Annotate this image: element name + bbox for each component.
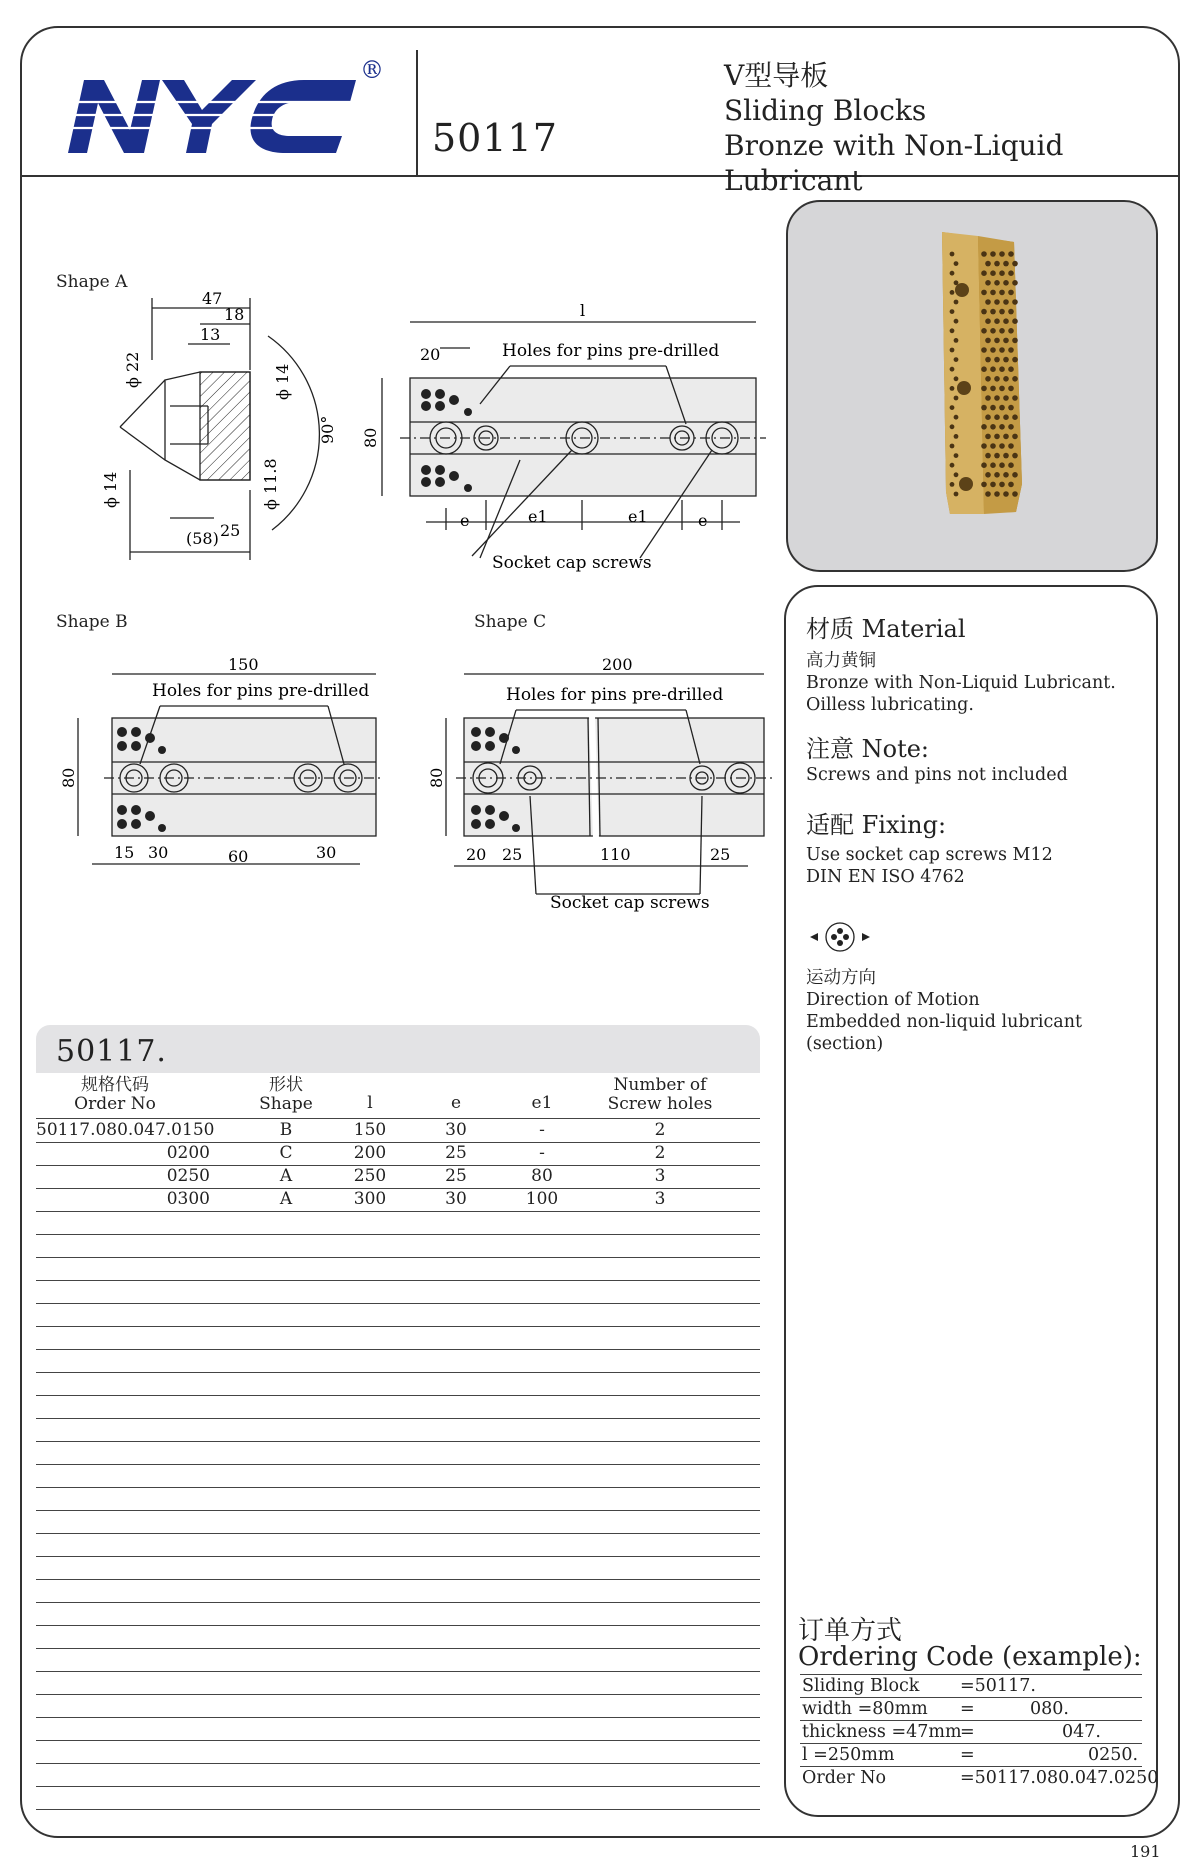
dim-15: 15 xyxy=(114,843,135,862)
lubricant-plug xyxy=(954,415,959,420)
lubricant-plug xyxy=(954,338,959,343)
lubricant-plug xyxy=(999,462,1005,468)
lubricant-plug xyxy=(999,482,1005,488)
cell-l: 200 xyxy=(353,1143,387,1163)
table-rule xyxy=(36,1740,760,1741)
lubricant-plug xyxy=(950,386,955,391)
header-shape-en: Shape xyxy=(259,1094,313,1114)
lubricant-plug xyxy=(990,366,996,372)
note-heading: 注意 Note: xyxy=(806,735,930,763)
lubricant-plug xyxy=(1008,309,1014,315)
lubricant-plug xyxy=(954,300,959,305)
dim-18: 18 xyxy=(224,305,245,324)
ordering-value: 080. xyxy=(1030,1699,1069,1719)
dim-25-left: 25 xyxy=(502,845,523,864)
dim-80-c: 80 xyxy=(427,767,446,788)
ordering-rule xyxy=(800,1720,1142,1721)
lubricant-plug xyxy=(1003,491,1009,497)
cell-holes: 2 xyxy=(654,1120,666,1140)
lubricant-plug xyxy=(985,299,991,305)
lubricant-plug xyxy=(1012,357,1018,363)
screws-label-a: Socket cap screws xyxy=(492,553,652,573)
header-order-no xyxy=(60,1076,170,1114)
lubricant-plug xyxy=(994,338,1000,344)
header-holes-2: Screw holes xyxy=(607,1094,713,1114)
table-rule xyxy=(36,1510,760,1511)
fixing-heading: 适配 Fixing: xyxy=(806,811,947,839)
ordering-label: thickness =47mm xyxy=(802,1722,962,1742)
lubricant-plug xyxy=(990,309,996,315)
lubricant-plug xyxy=(1003,472,1009,478)
table-title: 50117. xyxy=(56,1034,167,1069)
lubricant-plug xyxy=(999,309,1005,315)
lubricant-plug xyxy=(981,366,987,372)
cell-e: 25 xyxy=(445,1166,467,1186)
lubricant-plug xyxy=(994,414,1000,420)
cell-l: 150 xyxy=(353,1120,387,1140)
lubricant-plug xyxy=(1003,280,1009,286)
lubricant-plug xyxy=(1008,328,1014,334)
lubricant-plug xyxy=(1008,405,1014,411)
lubricant-plug xyxy=(950,444,955,449)
lubricant-plug xyxy=(990,386,996,392)
lubricant-plug xyxy=(1008,251,1014,257)
cell-order: 0200 xyxy=(166,1143,210,1163)
lubricant-plug xyxy=(994,472,1000,478)
dim-e-right: e xyxy=(698,511,708,530)
cell-e: 30 xyxy=(445,1189,467,1209)
lubricant-plug xyxy=(1012,395,1018,401)
ordering-label: Order No xyxy=(802,1768,887,1788)
header-order-cn: 规格代码 xyxy=(81,1075,149,1095)
lubricant-plug xyxy=(985,395,991,401)
table-rule xyxy=(36,1372,760,1373)
lubricant-plug xyxy=(1012,338,1018,344)
lubricant-plug xyxy=(985,318,991,324)
ordering-eq: =50117.080.047.0250 xyxy=(960,1768,1159,1788)
dim-angle: 90° xyxy=(318,415,337,444)
motion-direction-icon xyxy=(806,917,876,957)
table-rule xyxy=(36,1763,760,1764)
cell-e1: 80 xyxy=(531,1166,553,1186)
lubricant-plug xyxy=(981,482,987,488)
dim-80-b: 80 xyxy=(59,767,78,788)
dim-e1-right: e1 xyxy=(628,507,648,526)
lubricant-plug xyxy=(985,434,991,440)
note-text: Screws and pins not included xyxy=(806,765,1068,785)
lubricant-plug xyxy=(990,424,996,430)
ordering-label: width =80mm xyxy=(802,1699,928,1719)
table-rule xyxy=(36,1809,760,1810)
lubricant-plug xyxy=(994,299,1000,305)
holes-label-b: Holes for pins pre-drilled xyxy=(152,681,370,701)
dim-l: l xyxy=(580,301,586,320)
shape-c-label: Shape C xyxy=(474,612,547,632)
lubricant-plug xyxy=(954,492,959,497)
dim-200: 200 xyxy=(602,655,633,674)
material-heading: 材质 Material xyxy=(806,615,966,643)
lubricant-plug xyxy=(981,424,987,430)
lubricant-plug xyxy=(981,328,987,334)
cell-l: 300 xyxy=(353,1189,387,1209)
dim-phi11-8: ϕ 11.8 xyxy=(261,458,280,510)
lubricant-plug xyxy=(994,261,1000,267)
motion-cn: 运动方向 xyxy=(806,968,876,988)
lubricant-plug xyxy=(999,251,1005,257)
shape-b-front-view xyxy=(60,650,390,880)
lubricant-plug xyxy=(994,357,1000,363)
lubricant-plug xyxy=(999,405,1005,411)
lubricant-plug xyxy=(1003,338,1009,344)
lubricant-plug xyxy=(1003,414,1009,420)
lubricant-plug xyxy=(981,270,987,276)
table-rule xyxy=(36,1418,760,1419)
lubricant-plug xyxy=(985,338,991,344)
lubricant-plug xyxy=(1003,453,1009,459)
registered-mark: ® xyxy=(360,56,384,84)
lubricant-plug xyxy=(954,261,959,266)
cell-e1: 100 xyxy=(525,1189,559,1209)
header-e1: e1 xyxy=(531,1093,553,1113)
lubricant-plug xyxy=(954,472,959,477)
cell-l: 250 xyxy=(353,1166,387,1186)
shape-a-label: Shape A xyxy=(56,272,128,292)
cell-e1: - xyxy=(539,1143,545,1163)
lubricant-plug xyxy=(981,290,987,296)
lubricant-plug xyxy=(999,328,1005,334)
table-rule xyxy=(36,1303,760,1304)
table-rule xyxy=(36,1671,760,1672)
ordering-rule xyxy=(800,1697,1142,1698)
cell-e: 30 xyxy=(445,1120,467,1140)
lubricant-plug xyxy=(999,290,1005,296)
lubricant-plug xyxy=(981,462,987,468)
header-shape xyxy=(250,1076,322,1114)
table-rule xyxy=(36,1326,760,1327)
lubricant-plug xyxy=(1003,357,1009,363)
lubricant-text-1: Embedded non-liquid lubricant xyxy=(806,1012,1083,1032)
lubricant-plug xyxy=(985,491,991,497)
cell-shape: A xyxy=(279,1166,293,1186)
header-screw-holes xyxy=(600,1076,720,1114)
dim-60: 60 xyxy=(228,847,249,866)
ordering-rule xyxy=(800,1674,1142,1675)
lubricant-plug xyxy=(990,251,996,257)
lubricant-plug xyxy=(990,482,996,488)
lubricant-plug xyxy=(994,434,1000,440)
table-rule xyxy=(36,1257,760,1258)
ordering-label: l =250mm xyxy=(802,1745,895,1765)
lubricant-plug xyxy=(994,280,1000,286)
table-rule xyxy=(36,1118,760,1119)
lubricant-plug xyxy=(1008,462,1014,468)
lubricant-plug xyxy=(994,395,1000,401)
dim-phi22: ϕ 22 xyxy=(123,351,142,388)
ordering-heading-cn: 订单方式 xyxy=(798,1616,903,1646)
lubricant-plug xyxy=(1003,318,1009,324)
lubricant-plug xyxy=(950,271,955,276)
lubricant-plug xyxy=(994,318,1000,324)
lubricant-plug xyxy=(981,386,987,392)
header-separator xyxy=(416,50,418,176)
lubricant-plug xyxy=(990,270,996,276)
lubricant-plug xyxy=(1012,261,1018,267)
dim-30-left: 30 xyxy=(148,843,169,862)
cell-holes: 3 xyxy=(654,1166,666,1186)
part-number: 50117 xyxy=(432,116,558,160)
table-rule xyxy=(36,1602,760,1603)
table-rule xyxy=(36,1211,760,1212)
ordering-value: 047. xyxy=(1062,1722,1101,1742)
lubricant-plug xyxy=(1012,491,1018,497)
cell-e1: - xyxy=(539,1120,545,1140)
table-rule xyxy=(36,1441,760,1442)
lubricant-plug xyxy=(954,376,959,381)
table-rule xyxy=(36,1349,760,1350)
header-l: l xyxy=(367,1093,373,1113)
lubricant-plug xyxy=(954,280,959,285)
lubricant-plug xyxy=(1012,472,1018,478)
material-cn: 高力黄铜 xyxy=(806,651,876,671)
header-holes-1: Number of xyxy=(613,1075,707,1095)
ordering-rule xyxy=(800,1743,1142,1744)
lubricant-plug xyxy=(950,309,955,314)
table-rule xyxy=(36,1717,760,1718)
lubricant-plug xyxy=(950,328,955,333)
lubricant-plug xyxy=(954,357,959,362)
lubricant-plug xyxy=(1008,386,1014,392)
cell-holes: 2 xyxy=(654,1143,666,1163)
screws-label-c: Socket cap screws xyxy=(550,893,710,913)
lubricant-plug xyxy=(985,414,991,420)
ordering-rule xyxy=(800,1766,1142,1767)
lubricant-plug xyxy=(954,319,959,324)
title-cn: V型导板 xyxy=(724,59,829,92)
lubricant-plug xyxy=(1008,270,1014,276)
shape-b-label: Shape B xyxy=(56,612,128,632)
cell-e: 25 xyxy=(445,1143,467,1163)
dim-phi14-left: ϕ 14 xyxy=(101,471,120,508)
lubricant-plug xyxy=(994,376,1000,382)
cell-order: 50117.080.047.0150 xyxy=(36,1120,215,1140)
lubricant-plug xyxy=(1012,318,1018,324)
title-en: Sliding Blocks xyxy=(724,94,927,127)
lubricant-plug xyxy=(1003,376,1009,382)
dim-30-right: 30 xyxy=(316,843,337,862)
shape-a-front-view xyxy=(360,300,780,590)
lubricant-plug xyxy=(981,309,987,315)
lubricant-plug xyxy=(985,376,991,382)
lubricant-plug xyxy=(1008,424,1014,430)
lubricant-plug xyxy=(1008,443,1014,449)
table-rule xyxy=(36,1786,760,1787)
table-rule xyxy=(36,1694,760,1695)
lubricant-plug xyxy=(954,434,959,439)
lubricant-plug xyxy=(1003,299,1009,305)
ordering-eq: = xyxy=(960,1745,975,1765)
lubricant-plug xyxy=(990,347,996,353)
dim-20: 20 xyxy=(420,345,441,364)
lubricant-plug xyxy=(1012,299,1018,305)
holes-label-c: Holes for pins pre-drilled xyxy=(506,685,724,705)
material-en-2: Oilless lubricating. xyxy=(806,695,974,715)
ordering-heading-en: Ordering Code (example): xyxy=(798,1642,1142,1672)
lubricant-plug xyxy=(985,280,991,286)
header-e: e xyxy=(450,1093,462,1113)
lubricant-plug xyxy=(981,443,987,449)
lubricant-plug xyxy=(954,453,959,458)
table-rule xyxy=(36,1625,760,1626)
table-rule xyxy=(36,1487,760,1488)
cell-shape: C xyxy=(279,1143,293,1163)
lubricant-plug xyxy=(1008,482,1014,488)
lubricant-plug xyxy=(985,453,991,459)
dim-25: 25 xyxy=(220,521,241,540)
fixing-text-1: Use socket cap screws M12 xyxy=(806,845,1053,865)
lubricant-plug xyxy=(1012,280,1018,286)
lubricant-plug xyxy=(999,347,1005,353)
table-rule xyxy=(36,1280,760,1281)
lubricant-plug xyxy=(950,252,955,257)
table-rule xyxy=(36,1556,760,1557)
lubricant-plug xyxy=(1003,261,1009,267)
dim-25-right: 25 xyxy=(710,845,731,864)
dim-47: 47 xyxy=(202,289,223,308)
dim-phi14-top: ϕ 14 xyxy=(273,363,292,400)
lubricant-plug xyxy=(990,328,996,334)
lubricant-plug xyxy=(1012,376,1018,382)
lubricant-plug xyxy=(990,290,996,296)
ordering-value: 0250. xyxy=(1088,1745,1139,1765)
page-number: 191 xyxy=(1130,1842,1161,1861)
table-rule xyxy=(36,1648,760,1649)
lubricant-plug xyxy=(981,347,987,353)
lubricant-plug xyxy=(999,424,1005,430)
lubricant-plug xyxy=(985,472,991,478)
dim-80: 80 xyxy=(361,427,380,448)
lubricant-plug xyxy=(1012,434,1018,440)
lubricant-plug xyxy=(999,443,1005,449)
lubricant-plug xyxy=(950,424,955,429)
ordering-label: Sliding Block xyxy=(802,1676,920,1696)
ordering-eq: = xyxy=(960,1722,975,1742)
lubricant-plug xyxy=(1012,414,1018,420)
lubricant-plug xyxy=(950,348,955,353)
dim-e1-left: e1 xyxy=(528,507,548,526)
lubricant-plug xyxy=(950,405,955,410)
sliding-block-illustration xyxy=(788,202,1156,570)
header-shape-cn: 形状 xyxy=(269,1075,303,1095)
table-rule xyxy=(36,1395,760,1396)
motion-en: Direction of Motion xyxy=(806,990,980,1010)
table-rule xyxy=(36,1234,760,1235)
lubricant-plug xyxy=(981,251,987,257)
cell-shape: B xyxy=(279,1120,293,1140)
lubricant-plug xyxy=(990,462,996,468)
lubricant-plug xyxy=(1003,434,1009,440)
holes-label-a: Holes for pins pre-drilled xyxy=(502,341,720,361)
lubricant-plug xyxy=(999,270,1005,276)
lubricant-plug xyxy=(950,482,955,487)
lubricant-plug xyxy=(950,463,955,468)
lubricant-plug xyxy=(999,386,1005,392)
lubricant-plug xyxy=(981,405,987,411)
ordering-eq: = xyxy=(960,1699,975,1719)
nyc-logo xyxy=(60,58,400,172)
lubricant-plug xyxy=(985,357,991,363)
dim-150: 150 xyxy=(228,655,259,674)
cell-shape: A xyxy=(279,1189,293,1209)
lubricant-plug xyxy=(1008,290,1014,296)
header-order-en: Order No xyxy=(74,1094,156,1114)
lubricant-plug xyxy=(954,396,959,401)
lubricant-plug xyxy=(990,405,996,411)
cell-order: 0300 xyxy=(166,1189,210,1209)
dim-20-c: 20 xyxy=(466,845,487,864)
ordering-eq: =50117. xyxy=(960,1676,1036,1696)
page-title-block xyxy=(724,58,1200,198)
material-en-1: Bronze with Non-Liquid Lubricant. xyxy=(806,673,1116,693)
lubricant-plug xyxy=(990,443,996,449)
cell-holes: 3 xyxy=(654,1189,666,1209)
dim-e-left: e xyxy=(460,511,470,530)
table-rule xyxy=(36,1579,760,1580)
lubricant-plug xyxy=(950,367,955,372)
dim-110: 110 xyxy=(600,845,631,864)
table-rule xyxy=(36,1464,760,1465)
lubricant-plug xyxy=(985,261,991,267)
shape-c-front-view xyxy=(427,650,790,920)
lubricant-plug xyxy=(950,290,955,295)
lubricant-plug xyxy=(1008,347,1014,353)
shape-a-side-view xyxy=(90,280,350,570)
product-photo-panel xyxy=(786,200,1158,572)
dim-58: (58) xyxy=(186,529,219,548)
fixing-text-2: DIN EN ISO 4762 xyxy=(806,867,965,887)
lubricant-plug xyxy=(994,453,1000,459)
lubricant-text-2: (section) xyxy=(806,1034,884,1054)
table-rule xyxy=(36,1533,760,1534)
lubricant-plug xyxy=(1008,366,1014,372)
lubricant-plug xyxy=(994,491,1000,497)
cell-order: 0250 xyxy=(166,1166,210,1186)
dim-13: 13 xyxy=(200,325,221,344)
subtitle: Bronze with Non-Liquid Lubricant xyxy=(724,129,1064,197)
lubricant-plug xyxy=(1003,395,1009,401)
lubricant-plug xyxy=(1012,453,1018,459)
lubricant-plug xyxy=(999,366,1005,372)
